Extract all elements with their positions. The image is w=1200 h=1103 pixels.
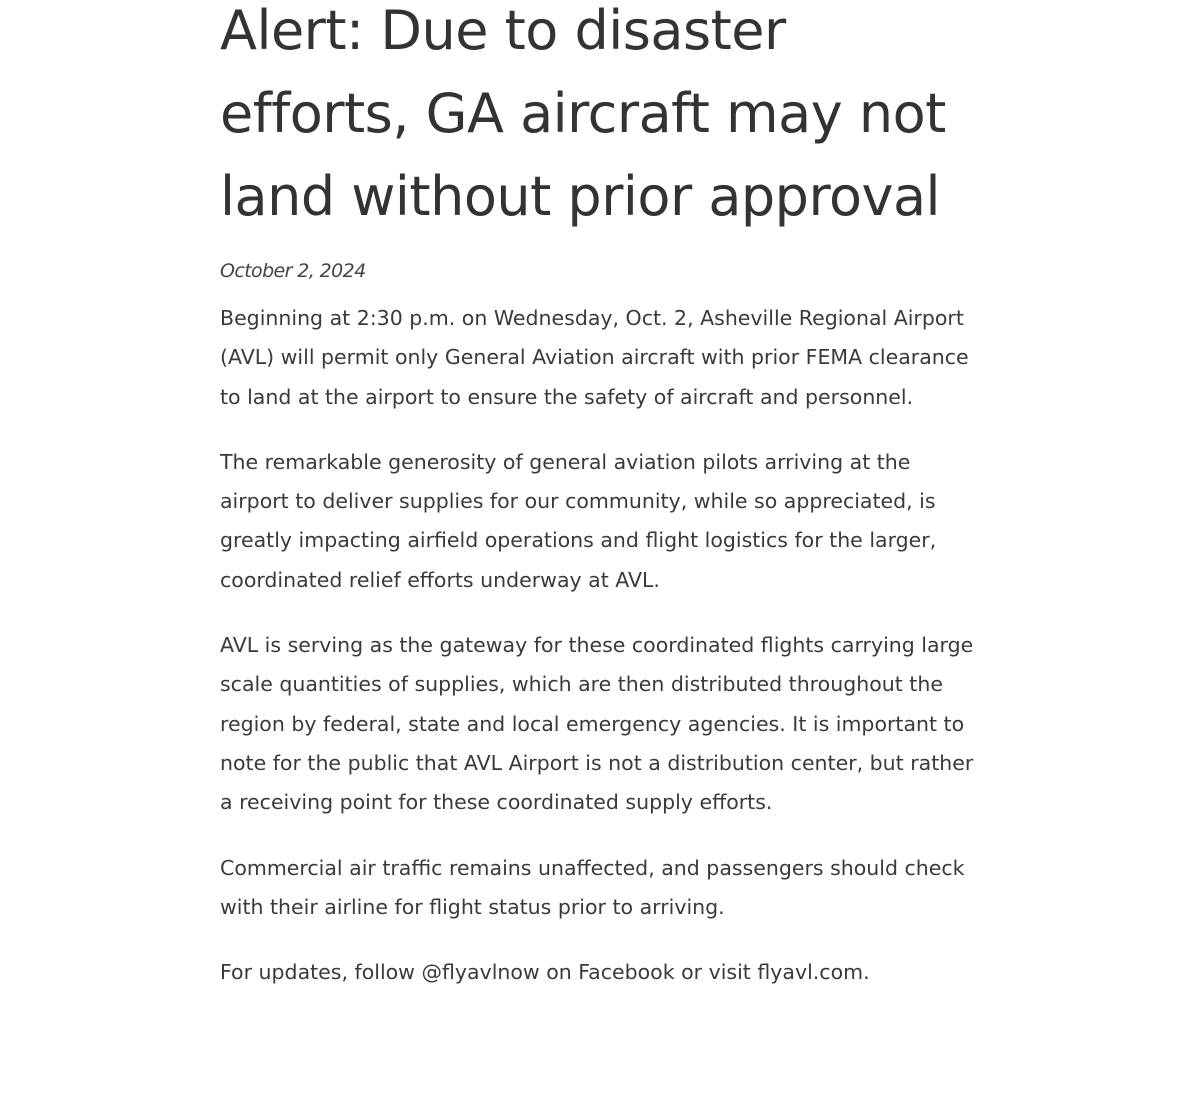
article-date: October 2, 2024 (220, 260, 366, 282)
article (220, 0, 980, 992)
article-paragraph: Beginning at 2:30 p.m. on Wednesday, Oct. 2, Asheville Regional Airport (AVL) will permit only General Aviation aircraft with prior FEMA clearance to land at the airport to ensure the safety of aircraft and personnel. (220, 306, 969, 409)
article-title: Alert: Due to disaster efforts, GA aircraft may not land without prior approval (220, 0, 946, 228)
article-paragraph: AVL is serving as the gateway for these coordinated flights carrying large scale quantities of supplies, which are then distributed throughout the region by federal, state and local emergency agencies. It is important to note for the public that AVL Airport is not a distribution center, but rather a receiving point for these coordinated supply efforts. (220, 633, 974, 815)
article-paragraph: The remarkable generosity of general aviation pilots arriving at the airport to deliver supplies for our community, while so appreciated, is greatly impacting airfield operations and flight logistics for the larger, coordinated relief efforts underway at AVL. (220, 449, 937, 592)
article-paragraph: Commercial air traffic remains unaffected, and passengers should check with their airline for flight status prior to arriving. (220, 855, 965, 919)
article-paragraph: For updates, follow @flyavlnow on Facebook or visit flyavl.com. (220, 960, 870, 985)
